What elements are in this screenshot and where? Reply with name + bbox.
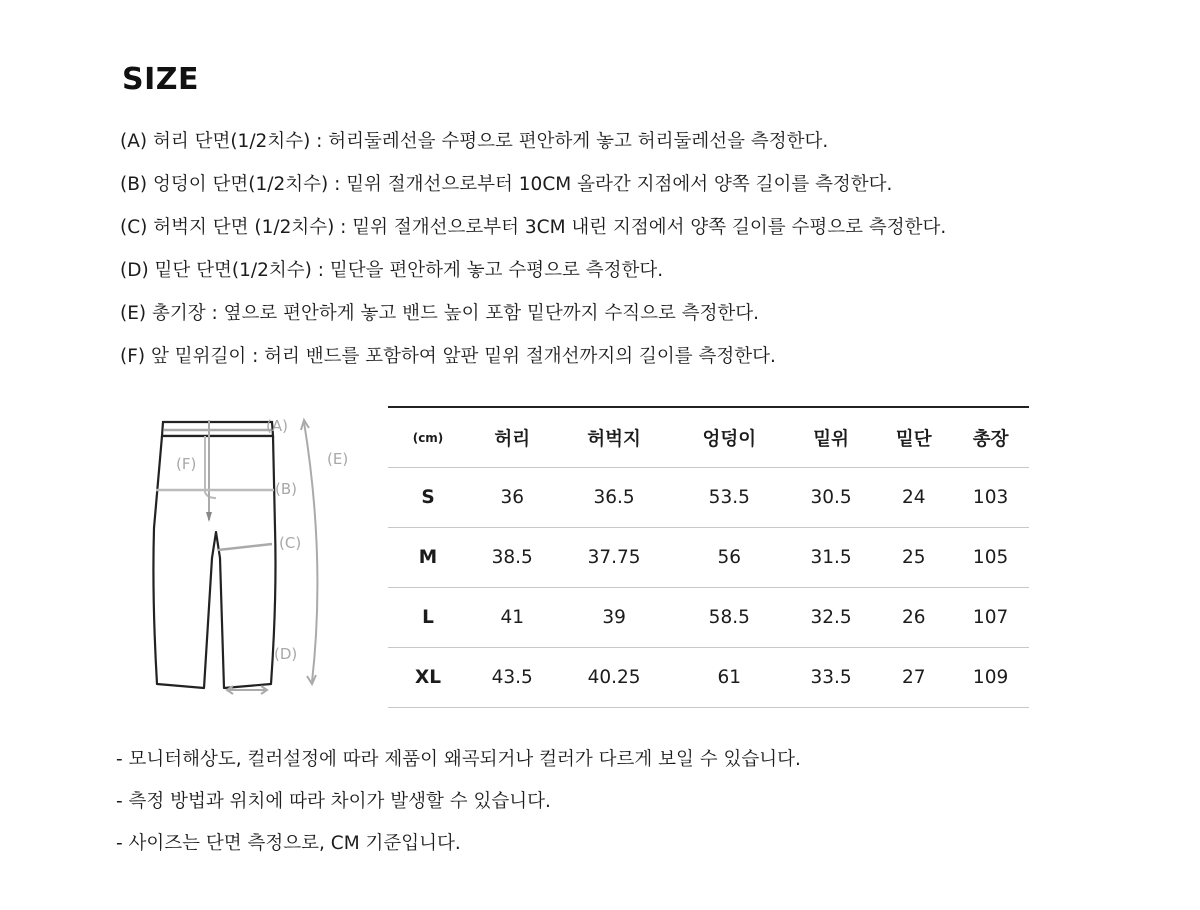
label-f: (F): [176, 455, 197, 473]
table-cell: 38.5: [468, 528, 557, 588]
table-cell: 39: [557, 588, 672, 648]
notes: [116, 744, 801, 870]
size-label: M: [388, 528, 468, 588]
note-measurement-variance: - 측정 방법과 위치에 따라 차이가 발생할 수 있습니다.: [116, 791, 551, 812]
description-front-rise: (F) 앞 밑위길이 : 허리 밴드를 포함하여 앞판 밑위 절개선까지의 길이를 측정한다.: [120, 346, 776, 367]
header-hip: 엉덩이: [672, 407, 787, 468]
table-row: [388, 648, 1029, 708]
header-hem: 밑단: [875, 407, 952, 468]
table-row: [388, 528, 1029, 588]
description-hip: (B) 엉덩이 단면(1/2치수) : 밑위 절개선으로부터 10CM 올라간 지점에서 양쪽 길이를 측정한다.: [120, 174, 893, 195]
label-a: (A): [266, 417, 288, 435]
table-cell: 103: [952, 468, 1029, 528]
size-label: XL: [388, 648, 468, 708]
table-cell: 26: [875, 588, 952, 648]
table-cell: 43.5: [468, 648, 557, 708]
table-cell: 33.5: [787, 648, 876, 708]
size-label: S: [388, 468, 468, 528]
page-title: SIZE: [122, 62, 200, 97]
table-cell: 32.5: [787, 588, 876, 648]
description-hem: (D) 밑단 단면(1/2치수) : 밑단을 편안하게 놓고 수평으로 측정한다.: [120, 260, 664, 281]
header-rise: 밑위: [787, 407, 876, 468]
description-thigh: (C) 허벅지 단면 (1/2치수) : 밑위 절개선으로부터 3CM 내린 지점에서 양쪽 길이를 수평으로 측정한다.: [120, 217, 947, 238]
label-b: (B): [275, 480, 297, 498]
table-cell: 56: [672, 528, 787, 588]
label-d: (D): [274, 645, 298, 663]
header-waist: 허리: [468, 407, 557, 468]
pants-illustration: [140, 408, 370, 708]
size-label: L: [388, 588, 468, 648]
header-total-length: 총장: [952, 407, 1029, 468]
pants-diagram: [140, 408, 370, 708]
table-cell: 109: [952, 648, 1029, 708]
size-chart-table: [388, 406, 1029, 708]
table-row: [388, 468, 1029, 528]
label-c: (C): [279, 534, 302, 552]
header-thigh: 허벅지: [557, 407, 672, 468]
unit-header: (cm): [388, 407, 468, 468]
measurement-descriptions: [120, 126, 1120, 384]
table-cell: 30.5: [787, 468, 876, 528]
table-cell: 53.5: [672, 468, 787, 528]
description-waist: (A) 허리 단면(1/2치수) : 허리둘레선을 수평으로 편안하게 놓고 허리둘레선을 측정한다.: [120, 131, 829, 152]
table-cell: 58.5: [672, 588, 787, 648]
table-cell: 31.5: [787, 528, 876, 588]
description-total-length: (E) 총기장 : 옆으로 편안하게 놓고 밴드 높이 포함 밑단까지 수직으로 측정한다.: [120, 303, 760, 324]
table-cell: 40.25: [557, 648, 672, 708]
table-cell: 24: [875, 468, 952, 528]
table-cell: 25: [875, 528, 952, 588]
table-cell: 61: [672, 648, 787, 708]
table-cell: 41: [468, 588, 557, 648]
table-header-row: [388, 407, 1029, 468]
label-e: (E): [327, 450, 349, 468]
table-cell: 107: [952, 588, 1029, 648]
table-cell: 105: [952, 528, 1029, 588]
table-cell: 36: [468, 468, 557, 528]
note-measurement-basis: - 사이즈는 단면 측정으로, CM 기준입니다.: [116, 833, 461, 854]
table-cell: 36.5: [557, 468, 672, 528]
table-cell: 27: [875, 648, 952, 708]
table-row: [388, 588, 1029, 648]
table-cell: 37.75: [557, 528, 672, 588]
pants-outline: [153, 436, 275, 688]
note-color-disclaimer: - 모니터해상도, 컬러설정에 따라 제품이 왜곡되거나 컬러가 다르게 보일 수 있습니다.: [116, 749, 801, 770]
total-length-measure-line: [304, 422, 317, 682]
